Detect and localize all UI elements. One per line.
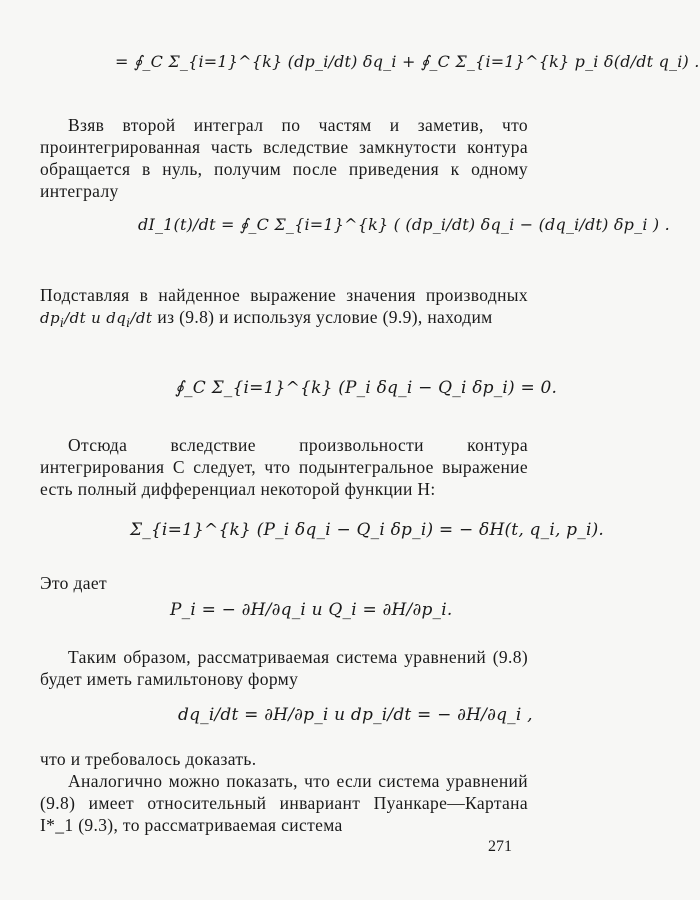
formula-6: dq_i/dt = ∂H/∂p_i и dp_i/dt = − ∂H/∂q_i , [178,705,533,725]
paragraph-4: Это дает [40,573,107,593]
formula-4: Σ_{i=1}^{k} (P_i δq_i − Q_i δp_i) = − δH(t, q_i, p_i). [130,520,605,540]
paragraph-7: Аналогично можно показать, что если система уравнений (9.8) имеет относительный инвариант Пуанкаре—Картана I*_1 (9.3), то рассматриваемая система [40,771,528,835]
paragraph-5: Таким образом, рассматриваемая система уравнений (9.8) будет иметь гамильтонову форму [40,647,528,689]
formula-5: P_i = − ∂H/∂q_i и Q_i = ∂H/∂p_i. [170,600,453,620]
paragraph-2 [40,284,528,334]
page-number: 271 [488,838,512,855]
paragraph-1: Взяв второй интеграл по частям и заметив, что проинтегрированная часть вследствие замкнутости контура обращается в нуль, получим после приведения к одному интегралу [40,115,528,201]
formula-1: = ∮_C Σ_{i=1}^{k} (dp_i/dt) δq_i + ∮_C Σ_{i=1}^{k} p_i δ(d/dt q_i) . [115,52,700,71]
paragraph-2-text-b: из (9.8) и используя условие (9.9), находим [157,307,493,327]
formula-3: ∮_C Σ_{i=1}^{k} (P_i δq_i − Q_i δp_i) = 0. [175,378,558,398]
paragraph-2-text-a: Подставляя в найденное выражение значения производных [40,285,528,305]
paragraph-3: Отсюда вследствие произвольности контура интегрирования C следует, что подынтегральное выражение есть полный дифференциал некоторой функции H: [40,435,528,499]
paragraph-6: что и требовалось доказать. [40,749,257,769]
inline-derivatives: $dp_i/dt$ и $dq_i/dt$ [40,309,158,330]
formula-2: dI_1(t)/dt = ∮_C Σ_{i=1}^{k} ( (dp_i/dt) δq_i − (dq_i/dt) δp_i ) . [138,215,670,234]
